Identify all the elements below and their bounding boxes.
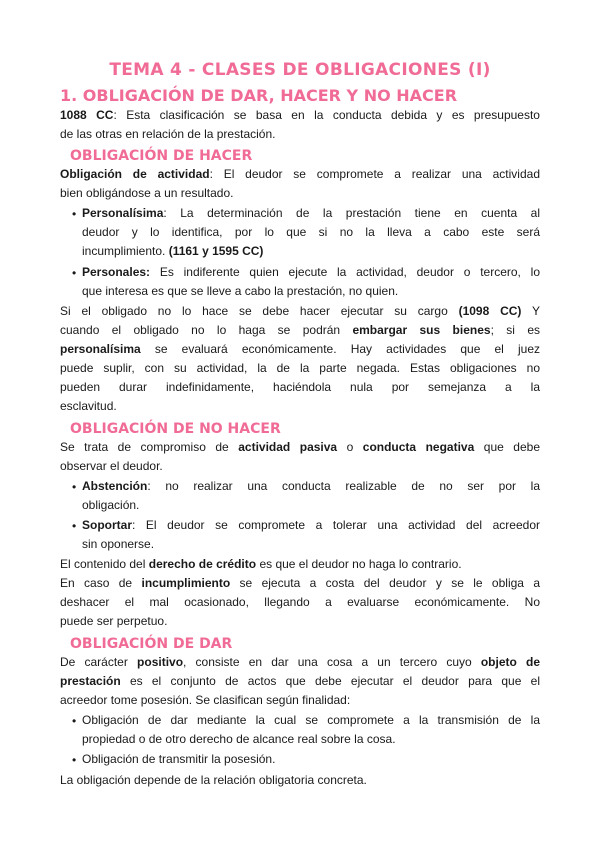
nohacer-bullet2-line-1: Soportar: El deudor se compromete a tolerar una actividad del acreedor [82, 518, 540, 532]
hacer-p1-line-1: Obligación de actividad: El deudor se compromete a realizar una actividad [60, 167, 540, 181]
bullet-icon: • [72, 714, 77, 728]
dar-p1-line-2: prestación es el conjunto de actos que debe ejecutar el deudor para que el [60, 674, 540, 688]
bullet-icon: • [72, 207, 77, 221]
intro-line-1: 1088 CC: Esta clasificación se basa en la conducta debida y es presupuesto [60, 108, 540, 122]
nohacer-p3-line-3: puede ser perpetuo. [60, 614, 168, 628]
hacer-p2-line-1: Si el obligado no lo hace se debe hacer ejecutar su cargo (1098 CC) Y [60, 304, 541, 318]
nohacer-p2: El contenido del derecho de crédito es que el deudor no haga lo contrario. [60, 557, 462, 571]
nohacer-p1-line-1: Se trata de compromiso de actividad pasiva o conducta negativa que debe [60, 440, 541, 454]
bullet-icon: • [72, 519, 77, 533]
dar-p2: La obligación depende de la relación obligatoria concreta. [60, 773, 367, 787]
hacer-p1-line-2: bien obligándose a un resultado. [60, 186, 234, 200]
intro-line-2: de las otras en relación de la prestación. [60, 127, 276, 141]
dar-p1-line-1: De carácter positivo, consiste en dar una cosa a un tercero cuyo objeto de [60, 655, 540, 669]
bullet-icon: • [72, 753, 77, 767]
article-ref: 1088 CC [60, 108, 114, 122]
hacer-p2-line-3: personalísima se evaluará económicamente. Hay actividades que el juez [60, 342, 540, 356]
nohacer-bullet1-line-1: Abstención: no realizar una conducta realizable de no ser por la [82, 479, 540, 493]
hacer-bullet2-line-2: que interesa es que se lleve a cabo la prestación, no quien. [82, 284, 399, 298]
dar-p1-line-3: acreedor tome posesión. Se clasifican según finalidad: [60, 693, 351, 707]
page-title: TEMA 4 - CLASES DE OBLIGACIONES (I) [109, 60, 491, 80]
nohacer-bullet1-line-2: obligación. [82, 498, 140, 512]
hacer-bullet1-line-2: deudor y lo identifica, por lo que si no la lleva a cabo este será [82, 225, 540, 239]
subheading-hacer: OBLIGACIÓN DE HACER [70, 148, 253, 164]
bullet-icon: • [72, 266, 77, 280]
subheading-no-hacer: OBLIGACIÓN DE NO HACER [70, 421, 281, 437]
subheading-dar: OBLIGACIÓN DE DAR [70, 636, 233, 652]
nohacer-p3-line-1: En caso de incumplimiento se ejecuta a costa del deudor y se le obliga a [60, 576, 541, 590]
dar-bullet1-line-2: propiedad o de otro derecho de alcance real sobre la cosa. [82, 732, 396, 746]
hacer-p2-line-6: esclavitud. [60, 399, 117, 413]
hacer-bullet1-line-1: Personalísima: La determinación de la prestación tiene en cuenta al [82, 206, 540, 220]
hacer-p2-line-2: cuando el obligado no lo haga se podrán embargar sus bienes; si es [60, 323, 540, 337]
hacer-p2-line-5: pueden durar indefinidamente, haciéndola nula por semejanza a la [60, 380, 540, 394]
hacer-bullet2-line-1: Personales: Es indiferente quien ejecute la actividad, deudor o tercero, lo [82, 265, 540, 279]
nohacer-bullet2-line-2: sin oponerse. [82, 537, 155, 551]
hacer-p2-line-4: puede suplir, con su actividad, la de la parte negada. Estas obligaciones no [60, 361, 540, 375]
nohacer-p1-line-2: observar el deudor. [60, 459, 163, 473]
dar-bullet1-line-1: Obligación de dar mediante la cual se compromete a la transmisión de la [82, 713, 540, 727]
section-heading: 1. OBLIGACIÓN DE DAR, HACER Y NO HACER [60, 86, 458, 105]
hacer-bullet1-line-3: incumplimiento. (1161 y 1595 CC) [82, 244, 264, 258]
dar-bullet2-line-1: Obligación de transmitir la posesión. [82, 752, 276, 766]
bullet-icon: • [72, 480, 77, 494]
nohacer-p3-line-2: deshacer el mal ocasionado, llegando a evaluarse económicamente. No [60, 595, 540, 609]
